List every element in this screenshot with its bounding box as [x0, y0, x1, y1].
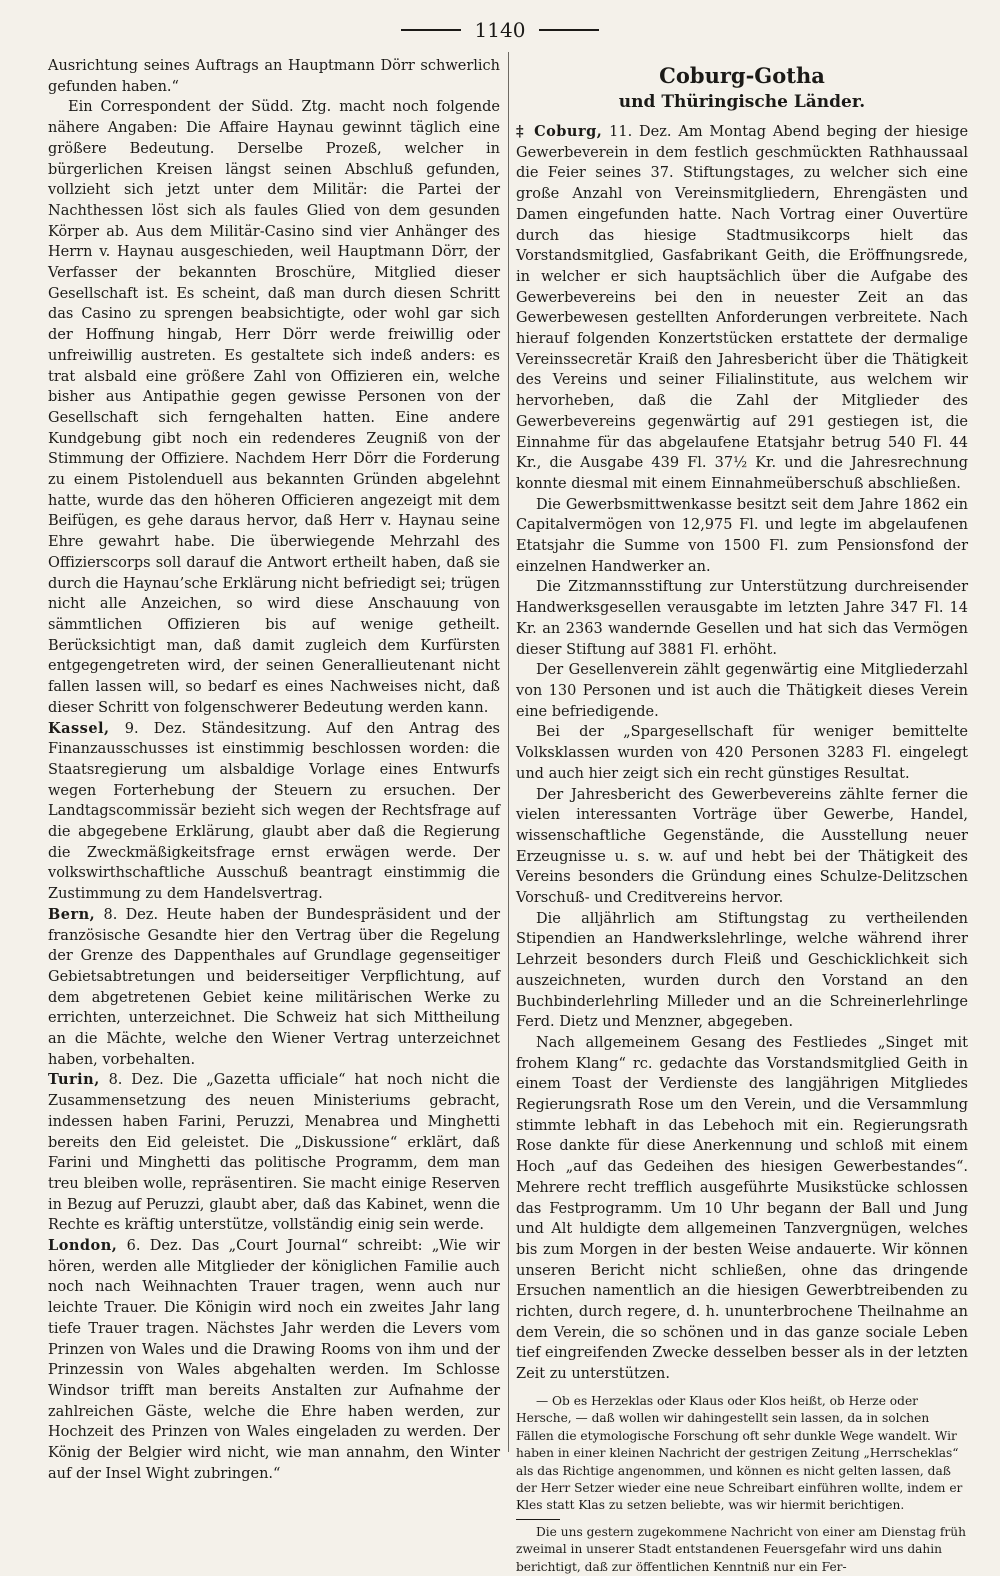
dateline: ‡ Coburg,	[516, 123, 603, 140]
dateline: Kassel,	[48, 719, 110, 737]
left-column-text	[48, 56, 500, 1485]
article-paragraph: Ausrichtung seines Auftrags an Hauptmann Dörr schwerlich gefunden haben.“	[48, 58, 500, 95]
article-paragraph: Die Gewerbsmittwenkasse besitzt seit dem Jahre 1862 ein Capitalvermögen von 12,975 Fl. und legte im abgelaufenen Etatsjahr die Summe von 1500 Fl. zum Pensionsfond der einzelnen Handwerker an.	[516, 496, 968, 575]
dateline: Bern,	[48, 905, 96, 923]
dateline-date: 11. Dez.	[609, 124, 672, 140]
news-item-kassel	[48, 719, 500, 905]
article-paragraph: Der Jahresbericht des Gewerbevereins zählte ferner die vielen interessanten Vorträge über Gewerbe, Handel, wissenschaftliche Gegenstände, die Ausstellung neuer Erzeugnisse u. s. w. auf und hebt bei der Thätigkeit des Vereins besonders die Gründung eines Schulze-Delitzschen Vorschuß- und Creditvereins hervor.	[516, 786, 968, 907]
page-number: 1140	[474, 18, 526, 42]
news-item-text: Ständesitzung. Auf den Antrag des Finanzausschusses ist einstimmig beschlossen worden: die Staatsregierung um alsbaldige Vorlage eines Entwurfs wegen Forterhebung der Steuern zu ersuchen. Der Landtagscommissär bezieht sich wegen der Rechtsfrage auf die abgegebene Erklärung, glaubt aber daß die Regierung die Zweckmäßigkeitsfrage ernst erwägen werde. Der volkswirthschaftliche Ausschuß beantragt einstimmig die Zustimmung zu dem Handelsvertrag.	[48, 720, 500, 903]
section-subtitle: und Thüringische Länder.	[618, 92, 866, 112]
header-rule-right	[539, 29, 599, 31]
header-rule-left	[401, 29, 461, 31]
news-item-text: Die „Gazetta ufficiale“ hat noch nicht die Zusammensetzung des neuen Ministeriums gebracht, indessen haben Farini, Peruzzi, Menabrea und Minghetti bereits den Eid geleistet. Die „Diskussione“ erklärt, daß Farini und Minghetti das politische Programm, dem man treu bleiben wolle, repräsentiren. Sie macht einige Reserven in Bezug auf Peruzzi, glaubt aber, daß das Kabinet, wenn die Rechte es kräftig unterstütze, vollständig einig sein werde.	[48, 1072, 501, 1234]
dateline-date: 6. Dez.	[126, 1238, 183, 1255]
right-column-text	[516, 122, 968, 1385]
article-paragraph: Nach allgemeinem Gesang des Festliedes „Singet mit frohem Klang“ rc. gedachte das Vorstandsmitglied Geith in einem Toast der Verdienste des langjährigen Mitgliedes Regierungsrath Rose um den Verein, und die Versammlung stimmte lebhaft in das Lebehoch mit ein. Regierungsrath Rose dankte für diese Anerkennung und schloß mit einem Hoch „auf das Gedeihen des hiesigen Gewerbestandes“. Mehrere recht trefflich ausgeführte Musikstücke schlossen das Festprogramm. Um 10 Uhr begann der Ball und Jung und Alt huldigte dem allgemeinen Tanzvergnügen, welches bis zum Morgen in der besten Weise andauerte. Wir können unseren Bericht nicht schließen, ohne das dringende Ersuchen namentlich an die hiesigen Gewerbtreibenden zu richten, durch regere, d. h. ununterbrochene Theilnahme an dem Verein, die so schönen und in das ganze sociale Leben tief eingreifenden Zwecke desselben besser als in der letzten Zeit zu unterstützen.	[516, 1034, 968, 1383]
left-column	[48, 56, 500, 1485]
news-item-text: Am Montag Abend beging der hiesige Gewerbeverein in dem festlich geschmückten Rathhaussaal die Feier seines 37. Stiftungstages, zu welcher sich eine große Anzahl von Vereinsmitgliedern, Ehrengästen und Damen eingefunden hatte. Nach Vortrag einer Ouvertüre durch das hiesige Stadtmusikcorps hielt das Vorstandsmitglied, Gasfabrikant Geith, die Eröffnungsrede, in welcher er sich hauptsächlich über die Aufgabe des Gewerbevereins bei den in neuester Zeit an das Gewerbewesen gestellten Anforderungen verbreitete. Nach hierauf folgenden Konzertstücken erstattete der dermalige Vereinssecretär Kraiß den Jahresbericht über die Thätigkeit des Vereins und seiner Filialinstitute, aus welchem wir hervorheben, daß die Zahl der Mitglieder des Gewerbevereins gegenwärtig auf 291 gestiegen ist, die Einnahme für das abgelaufene Etatsjahr betrug 540 Fl. 44 Kr., die Ausgabe 439 Fl. 37½ Kr. und die Jahresrechnung konnte diesmal mit einem Einnahmeüberschuß abschließen.	[516, 124, 969, 492]
editorial-notes	[516, 1393, 968, 1576]
article-paragraph: Ein Correspondent der Südd. Ztg. macht noch folgende nähere Angaben: Die Affaire Haynau gewinnt täglich eine größere Bedeutung. Derselbe Prozeß, welcher in bürgerlichen Kreisen längst seinen Abschluß gefunden, vollzieht sich jetzt unter dem Militär: die Partei der Nachthessen löst sich als faules Glied von dem gesunden Körper ab. Aus dem Militär-Casino sind vier Anhänger des Herrn v. Haynau ausgeschieden, weil Hauptmann Dörr, der Verfasser der bekannten Broschüre, Mitglied dieser Gesellschaft ist. Es scheint, daß man durch diesen Schritt das Casino zu sprengen beabsichtigte, oder wohl gar sich der Hoffnung hingab, Herr Dörr werde freiwillig oder unfreiwillig austreten. Es gestaltete sich indeß anders: es trat alsbald eine größere Zahl von Offizieren ein, welche bisher aus Antipathie gegen gewisse Personen von der Gesellschaft sich ferngehalten hatten. Eine andere Kundgebung gibt noch ein redenderes Zeugniß von der Stimmung der Offiziere. Nachdem Herr Dörr die Forderung zu einem Pistolenduell aus bekannten Gründen abgelehnt hatte, wurde das den höheren Officieren angezeigt mit dem Beifügen, es gehe daraus hervor, daß Herr v. Haynau seine Ehre gewahrt habe. Die überwiegende Mehrzahl des Offizierscorps soll darauf die Antwort ertheilt haben, daß sie durch die Haynau’sche Erklärung nicht befriedigt sei; trügen nicht alle Anzeichen, so wird diese Anschauung von sämmtlichen Offizieren bis auf wenige getheilt. Berücksichtigt man, daß damit zugleich dem Kurfürsten entgegengetreten wird, der seinen Generallieutenant nicht fallen lassen will, so bedarf es eines Nachweises nicht, daß dieser Schritt von folgenschwerer Bedeutung werden kann.	[48, 99, 500, 716]
news-item-coburg	[516, 122, 968, 495]
news-item-london	[48, 1236, 500, 1484]
dateline-date: 8. Dez.	[103, 906, 159, 923]
news-item-turin	[48, 1070, 500, 1236]
news-item-text: Heute haben der Bundespräsident und der französische Gesandte hier den Vertrag über die Regelung der Grenze des Dappenthales auf Grundlage gegenseitiger Gebietsabtretungen und beiderseitiger Verpflichtung, auf dem abgetretenen Gebiet keine militärischen Werke zu errichten, unterzeichnet. Die Schweiz hat sich Mittheilung an die Mächte, welche den Wiener Vertrag unterzeichnet haben, vorbehalten.	[48, 906, 501, 1068]
dateline-date: 9. Dez.	[124, 720, 187, 737]
right-column	[516, 56, 968, 1576]
column-divider	[508, 52, 509, 1452]
news-item-text: Das „Court Journal“ schreibt: „Wie wir hören, werden alle Mitglieder der königlichen Familie auch noch nach Weihnachten Trauer tragen, wenn auch nur leichte Trauer. Die Königin wird noch ein zweites Jahr lang tiefe Trauer tragen. Nächstes Jahr werden die Levers vom Prinzen von Wales und die Drawing Rooms von ihm und der Prinzessin von Wales abgehalten werden. Im Schlosse Windsor trifft man bereits Anstalten zur Aufnahme der zahlreichen Gäste, welche die Ehre haben werden, zur Hochzeit des Prinzen von Wales eingeladen zu werden. Der König der Belgier wird nicht, wie man annahm, den Winter auf der Insel Wight zubringen.“	[48, 1238, 500, 1482]
article-paragraph: Die alljährlich am Stiftungstag zu vertheilenden Stipendien an Handwerkslehrlinge, welche während ihrer Lehrzeit besonders durch Fleiß und Geschicklichkeit sich auszeichneten, wurden durch den Vorstand an den Buchbinderlehrling Milleder und an die Schreinerlehrlinge Ferd. Dietz und Menzner, abgegeben.	[516, 910, 968, 1031]
article-paragraph: Der Gesellenverein zählt gegenwärtig eine Mitgliederzahl von 130 Personen und ist auch die Thätigkeit dieses Verein eine befriedigende.	[516, 662, 968, 720]
article-paragraph: Bei der „Spargesellschaft für weniger bemittelte Volksklassen wurden von 420 Personen 3283 Fl. eingelegt und auch hier zeigt sich ein recht günstiges Resultat.	[516, 724, 968, 782]
note-separator	[516, 1519, 560, 1520]
section-heading	[516, 62, 968, 114]
editorial-note: — Ob es Herzeklas oder Klaus oder Klos heißt, ob Herze oder Hersche, — daß wollen wir dahingestellt sein lassen, da in solchen Fällen die etymologische Forschung oft sehr dunkle Wege wandelt. Wir haben in einer kleinen Nachricht der gestrigen Zeitung „Herrscheklas“ als das Richtige angenommen, und können es nicht gelten lassen, daß der Herr Setzer wieder eine neue Schreibart einführen wollte, indem er Kles statt Klas zu setzen beliebte, was wir hiermit berichtigen.	[516, 1393, 963, 1513]
news-item-bern	[48, 905, 500, 1071]
section-title: Coburg-Gotha	[659, 63, 825, 88]
editorial-note: Die uns gestern zugekommene Nachricht von einer am Dienstag früh zweimal in unserer Stadt entstandenen Feuersgefahr wird uns dahin berichtigt, daß zur öffentlichen Kenntniß nur ein Fer-	[516, 1524, 966, 1574]
dateline: London,	[48, 1237, 118, 1255]
page-header	[0, 18, 1000, 42]
article-paragraph: Die Zitzmannsstiftung zur Unterstützung durchreisender Handwerksgesellen verausgabte im letzten Jahre 347 Fl. 14 Kr. an 2363 wandernde Gesellen und hat sich das Vermögen dieser Stiftung auf 3881 Fl. erhöht.	[516, 579, 968, 658]
dateline-date: 8. Dez.	[108, 1072, 164, 1089]
dateline: Turin,	[48, 1071, 100, 1089]
